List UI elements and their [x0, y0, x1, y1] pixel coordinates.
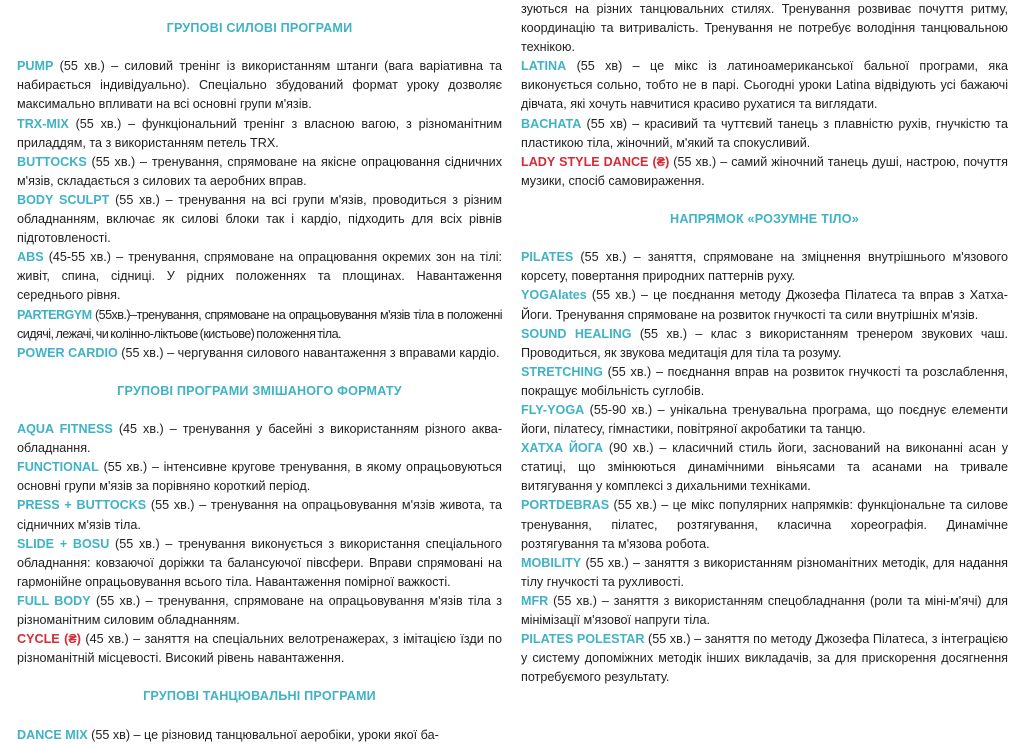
program-desc: (55 хв.) – силовий тренінг із використанням штанги (вага варіативна та набирається індивідуально). Спеціально збудований формат уроку дозволяє максимально впливати на всі основні групи м'язів. — [17, 59, 502, 112]
program-name: BUTTOCKS — [17, 154, 87, 169]
program-name: BODY SCULPT — [17, 192, 110, 207]
right-column — [521, 0, 1008, 687]
heading-mixed-programs: ГРУПОВІ ПРОГРАМИ ЗМІШАНОГО ФОРМАТУ — [117, 383, 402, 398]
program-name: FULL BODY — [17, 593, 91, 608]
heading-mind-body: НАПРЯМОК «РОЗУМНЕ ТІЛО» — [670, 212, 859, 227]
program-stretching — [521, 363, 1008, 401]
program-name: FUNCTIONAL — [17, 460, 99, 475]
program-desc: (55 хв.) – заняття по методу Джозефа Пілатеса, з інтеграцією у систему допоміжних методік інших викладачів, за для прискорення досягнення потребуємого результату. — [521, 632, 1008, 685]
program-desc: (55 хв.) – самий жіночний танець душі, настрою, почуття музики, спосіб самовираження. — [521, 154, 1008, 188]
program-name: BACHATA — [521, 116, 582, 131]
program-desc: (55 хв.) – функціональний тренінг з власною вагою, з різноманітним приладдям, та з використанням петель TRX. — [17, 116, 502, 150]
program-desc: (55 хв.) – чергування силового навантаження з вправами кардіо. — [117, 345, 500, 360]
program-cycle — [17, 630, 502, 668]
program-desc: (55 хв.) – тренування виконується з використання спеціального обладнання: ковзаючої доріжки та балансуючої півсфери. Вправи спрямовані на гармонійне опрацьовування всього тіла. Навантаження помірної важкості. — [17, 536, 503, 589]
program-name: TRX-MIX — [17, 116, 69, 131]
program-desc: (55 хв.) – інтенсивне кругове тренування, в якому опрацьовуються основні групи м'язів за порівняно короткий період. — [17, 460, 502, 494]
program-name: POWER CARDIO — [17, 345, 118, 360]
program-hatha-yoga — [521, 439, 1008, 496]
program-pilates — [521, 248, 1008, 286]
program-name: YOGAlates — [521, 288, 587, 303]
program-desc: (55 хв.) – тренування, спрямоване на якісне опрацювання сідничних м'язів, складається з силових та аеробних вправ. — [17, 154, 502, 188]
program-desc: (55 хв) – це мікс із латиноамериканської бальної програми, яка виконується сольно, тобто не в парі. Сьогодні уроки Latina відвідують усі бажаючі дівчата, які хочуть навчитися красиво рухатися та виглядати. — [521, 59, 1008, 112]
program-desc: (55 хв.) – тренування на опрацьовування м'язів живота, та сідничних м'язів тіла. — [17, 498, 502, 532]
program-pilates-polestar — [521, 630, 1008, 687]
program-desc: (45-55 хв.) – тренування, спрямоване на опрацювання окремих зон на тілі: живіт, спина, сідниці. У рідних положеннях та площинах. Навантаження середнього рівня. — [17, 250, 502, 303]
program-full-body — [17, 592, 502, 630]
program-desc: (90 хв.) – класичний стиль йоги, заснований на виконанні асан у статиці, що змінюються динамічними віньясами та асанами на тривале витягування у комплексі з дихальними техніками. — [521, 441, 1008, 494]
program-name: ABS — [17, 250, 44, 265]
program-name: LATINA — [521, 59, 567, 74]
program-name: ХАТХА ЙОГА — [521, 441, 604, 456]
program-desc: (55 хв.) – заняття з використанням різноманітних методік, для надання тілу гнучкості та рухливості. — [521, 555, 1008, 589]
program-name: DANCE MIX — [17, 727, 88, 742]
program-desc: (55 хв.) – тренування, спрямоване на опрацьовування м'язів тіла з різноманітним силовим обладнанням. — [17, 593, 502, 627]
program-desc: (45 хв.) – заняття на спеціальних велотренажерах, з імітацією їзди по різноманітній місцевості. Високий рівень навантаження. — [17, 632, 503, 666]
program-name: STRETCHING — [521, 364, 603, 379]
program-name: SLIDE + BOSU — [17, 536, 110, 551]
program-name: AQUA FITNESS — [17, 422, 113, 437]
heading-dance-programs: ГРУПОВІ ТАНЦЮВАЛЬНІ ПРОГРАМИ — [143, 689, 376, 704]
program-desc: (55 хв) – це різновид танцювальної аеробіки, уроки якої ба- — [87, 727, 439, 742]
program-desc: (55 хв) – красивий та чуттєвий танець з плавністю рухів, гнучкістю та пластикою тіла, жіночний, м'який та спокусливий. — [521, 116, 1008, 150]
program-sound-healing — [521, 325, 1008, 363]
program-name: PILATES POLESTAR — [521, 632, 645, 647]
program-desc: (55 хв.) – це мікс популярних напрямків: функціональне та силове тренування, пілатес, розтягування, класична хореографія. Динамічне розтягування та м'язова робота. — [521, 498, 1008, 551]
program-functional — [17, 458, 502, 496]
program-mfr — [521, 592, 1008, 630]
program-desc: (55 хв.) – це поєднання методу Джозефа Пілатеса та вправ з Хатха-Йоги. Тренування спрямоване на розвиток гнучкості та сили внутрішніх м'язів. — [521, 288, 1008, 322]
program-desc: (55 хв.) – клас з використанням тренером звукових чаш. Проводиться, як звукова медитація для тіла та розуму. — [521, 326, 1008, 360]
program-desc: (55 хв.) – заняття, спрямоване на зміцнення внутрішнього м'язового корсету, повертання природних паттернів руху. — [521, 250, 1008, 284]
program-desc: (55-90 хв.) – унікальна тренувальна програма, що поєднує елементи йоги, пілатесу, гімнастики, повітряної акробатики та танцю. — [521, 402, 1008, 437]
program-desc: (55 хв.) – тренування на всі групи м'язів, проводиться з різним обладнанням, включає як силові блоки так і кардіо, підходить для всіх рівнів підготовленості. — [17, 192, 502, 246]
program-desc: (55хв.)–тренування, спрямоване на опрацьовування м'язів тіла в положенні сидячі, лежачі, чи колінно-ліктьове (кистьове) положення тіла. — [17, 307, 502, 341]
program-trx-mix — [17, 115, 502, 153]
program-name: PRESS + BUTTOCKS — [17, 498, 147, 513]
program-aqua-fitness — [17, 420, 502, 458]
program-dance-mix-continued: зуються на різних танцювальних стилях. Тренування розвиває почуття ритму, координацію та витривалість. Тренування не потребує володіння танцювальною технікою. — [521, 2, 1008, 55]
program-dance-mix — [17, 726, 502, 745]
program-name: PUMP — [17, 59, 54, 74]
program-name: SOUND HEALING — [521, 326, 632, 341]
program-desc: (45 хв.) – тренування у басейні з використанням різного аква-обладнання. — [17, 422, 503, 456]
program-fly-yoga — [521, 401, 1008, 439]
left-column — [17, 0, 502, 745]
program-yogalates — [521, 286, 1008, 324]
program-partergym — [17, 306, 502, 344]
program-press-buttocks — [17, 496, 502, 534]
program-name: PARTERGYM — [17, 307, 92, 322]
program-abs — [17, 248, 502, 305]
program-name: MFR — [521, 593, 549, 608]
program-lady-style-dance — [521, 153, 1008, 191]
program-slide-bosu — [17, 535, 502, 592]
program-portdebras — [521, 496, 1008, 553]
heading-strength-programs: ГРУПОВІ СИЛОВІ ПРОГРАМИ — [166, 21, 353, 36]
program-name: MOBILITY — [521, 555, 582, 570]
program-pump — [17, 57, 502, 114]
program-mobility — [521, 554, 1008, 592]
program-body-sculpt — [17, 191, 502, 248]
program-name: PILATES — [521, 250, 574, 265]
program-name-paid: CYCLE (₴) — [17, 632, 81, 647]
program-desc: (55 хв.) – заняття з використанням спецобладнання (роли та міні-м'ячі) для мінімізації м'язової напруги тіла. — [521, 593, 1008, 627]
program-desc: (55 хв.) – поєднання вправ на розвиток гнучкості та розслаблення, покращує мобільність суглобів. — [521, 364, 1008, 398]
program-buttocks — [17, 153, 502, 191]
program-name-paid: LADY STYLE DANCE (₴) — [521, 154, 670, 169]
program-name: PORTDEBRAS — [521, 498, 610, 513]
program-power-cardio — [17, 344, 502, 363]
program-bachata — [521, 115, 1008, 153]
program-name: FLY-YOGA — [521, 402, 585, 417]
program-latina — [521, 57, 1008, 114]
